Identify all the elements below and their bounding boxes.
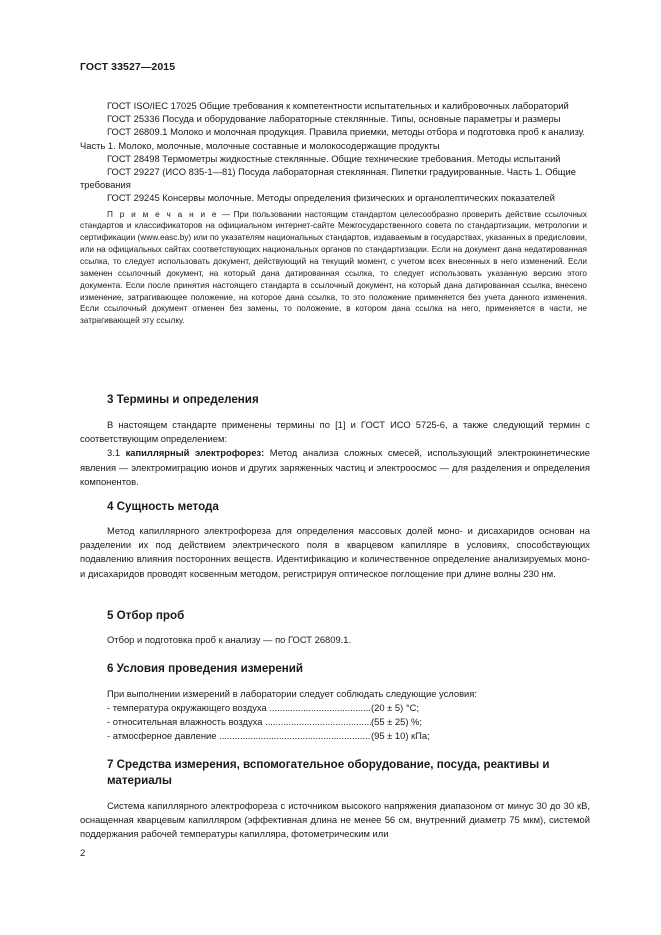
term-definition-text: Метод анализа сложных смесей, использующий электрокинетические явления — электромиграцию ионов и других заряженных частиц и электроосмос — для разделения и определения компонентов. — [80, 447, 591, 487]
term-definition — [80, 446, 590, 489]
condition-row — [107, 715, 430, 729]
section-6-intro — [80, 687, 590, 701]
section-5-title: 5 Отбор проб — [107, 609, 185, 622]
section-7-text: Система капиллярного электрофореза с источником высокого напряжения диапазоном от минус 30 до 30 кВ, оснащенная кварцевым капилляром (эффективная длина не менее 56 см, внутренний диаметр 75 мкм), системой поддержания рабочей температуры капилляра, фотометрическим или — [80, 800, 590, 840]
condition-value: (95 ± 10) кПа; — [371, 730, 430, 742]
note-label: П р и м е ч а н и е — [107, 209, 219, 219]
term-number: 3.1 — [107, 447, 126, 459]
condition-value: (55 ± 25) %; — [371, 716, 422, 728]
section-3-body — [80, 418, 590, 489]
condition-label: - температура окружающего воздуха ..... — [107, 701, 371, 715]
section-7-title: 7 Средства измерения, вспомогательное оборудование, посуда, реактивы и материалы — [107, 758, 550, 787]
condition-value: (20 ± 5) °С; — [371, 702, 419, 713]
reference-item: ГОСТ 28498 Термометры жидкостные стеклянные. Общие технические требования. Методы испытаний — [107, 152, 561, 164]
section-7-body — [80, 799, 590, 842]
condition-row — [107, 729, 430, 743]
condition-label: - относительная влажность воздуха ..... — [107, 715, 371, 729]
section-3-title: 3 Термины и определения — [107, 393, 259, 406]
section-5-body — [80, 633, 590, 647]
section-6-intro-text: При выполнении измерений в лаборатории следует соблюдать следующие условия: — [107, 688, 477, 699]
document-code-header: ГОСТ 33527—2015 — [80, 61, 176, 73]
reference-item: ГОСТ 25336 Посуда и оборудование лабораторные стеклянные. Типы, основные параметры и размеры — [107, 113, 561, 125]
reference-item: ГОСТ 29245 Консервы молочные. Методы определения физических и органолептических показателей — [107, 192, 555, 204]
conditions-list — [107, 701, 430, 744]
note-text: — При пользовании настоящим стандартом целесообразно проверить действие ссылочных стандартов и классификаторов на официальном интернет-сайте Межгосударственного совета по стандартизации, метрологии и сертификации (www.easc.by) или по указателям национальных стандартов, издаваемым в государствах, указанных в предисловии, или на официальных сайтах соответствующих национальных органов по стандартизации. Если на документ дана недатированная ссылка, то следует использовать документ, действующий на текущий момент, с учетом всех внесенных в него изменений. Если заменен ссылочный документ, на который дана датированная ссылка, то следует использовать указанную версию этого документа. Если после принятия настоящего стандарта в ссылочный документ, на который дана датированная ссылка, внесено изменение, затрагивающее положение, на которое дана ссылка, то это положение применяется без учета данного изменения. Если ссылочный документ отменен без замены, то положение, в котором дана ссылка на него, применяется в части, не затрагивающей эту ссылку. — [80, 209, 587, 326]
section-3-intro: В настоящем стандарте применены термины по [1] и ГОСТ ИСО 5725-6, а также следующий термин с соответствующим определением: — [80, 419, 590, 445]
condition-label: - атмосферное давление ..... — [107, 729, 371, 743]
term-name: капиллярный электрофорез: — [125, 447, 265, 459]
reference-item: ГОСТ 29227 (ИСО 835-1—81) Посуда лабораторная стеклянная. Пипетки градуированные. Часть 1. Общие требования — [80, 166, 576, 191]
section-5-text: Отбор и подготовка проб к анализу — по ГОСТ 26809.1. — [107, 634, 352, 645]
condition-row — [107, 701, 430, 715]
reference-item: ГОСТ ISO/IEC 17025 Общие требования к компетентности испытательных и калибровочных лабораторий — [107, 100, 569, 111]
section-4-text: Метод капиллярного электрофореза для определения массовых долей моно- и дисахаридов основан на разделении их под действием электрического поля в кварцевом капилляре в условиях, способствующих подавлению влияния посторонних веществ. Идентификацию и количественное определение анализируемых моно- и дисахаридов проводят косвенным методом, регистрируя оптическое поглощение при длине волны 230 нм. — [80, 525, 590, 579]
normative-references-block — [80, 99, 587, 335]
references-note — [80, 209, 587, 327]
section-6-title: 6 Условия проведения измерений — [107, 662, 304, 675]
section-4-body — [80, 524, 590, 581]
reference-item: ГОСТ 26809.1 Молоко и молочная продукция. Правила приемки, методы отбора и подготовка проб к анализу. Часть 1. Молоко, молочные, молочные составные и молокосодержащие продукты — [80, 126, 585, 151]
page-number: 2 — [80, 848, 86, 859]
section-4-title: 4 Сущность метода — [107, 500, 219, 513]
